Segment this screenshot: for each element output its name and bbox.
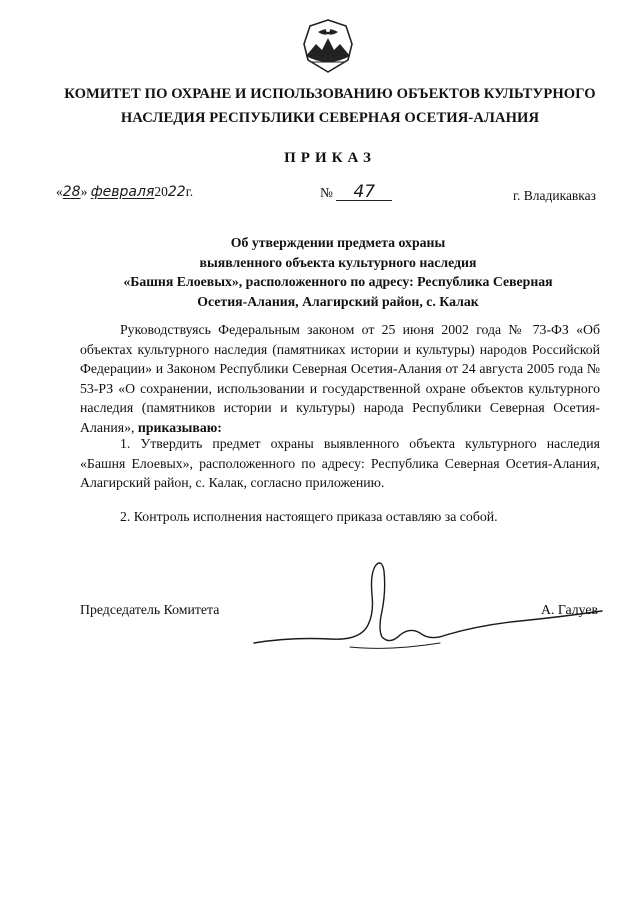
document-number (320, 184, 392, 201)
order-word: приказываю: (137, 419, 222, 435)
number-label: № (320, 185, 333, 200)
document-subject (60, 233, 616, 311)
preamble-paragraph (80, 320, 600, 437)
signer-title: Председатель Комитета (80, 602, 220, 617)
subject-line-3: «Башня Елоевых», расположенного по адресу: Республика Северная (123, 274, 553, 289)
preamble-text: Руководствуясь Федеральным законом от 25 июня 2002 года № 73-ФЗ «Об объектах культурного наследия (памятниках истории и культуры) народов Российской Федерации» и Законом Республики Северная Осетия-Алания от 24 августа 2005 года № 53-РЗ «О сохранении, использовании и государственной охране объектов культурного наследия (памятников истории и культуры) народа Республики Северная Осетия-Алания», (80, 322, 600, 435)
date-suffix: г. (185, 184, 194, 199)
subject-line-2: выявленного объекта культурного наследия (199, 254, 477, 270)
date-close-quote: » (80, 184, 88, 199)
org-name-line-2: НАСЛЕДИЯ РЕСПУБЛИКИ СЕВЕРНАЯ ОСЕТИЯ-АЛАНИЯ (120, 110, 540, 126)
subject-line-1: Об утверждении предмета охраны (230, 235, 446, 250)
date-year-suffix: 22 (167, 184, 186, 200)
date-open-quote: « (56, 184, 63, 199)
document-type: ПРИКАЗ (284, 150, 376, 166)
date-year-prefix: 20 (154, 184, 168, 199)
coat-of-arms-icon (296, 18, 360, 74)
number-value: 47 (336, 184, 392, 201)
document-city: г. Владикавказ (513, 188, 596, 203)
subject-line-4: Осетия-Алания, Алагирский район, с. Калак (197, 293, 479, 309)
document-date (56, 184, 193, 200)
date-month: февраля (90, 184, 155, 200)
signer-name: А. Галуев (541, 602, 598, 617)
order-item-1: 1. Утвердить предмет охраны выявленного объекта культурного наследия «Башня Елоевых», расположенного по адресу: Республика Северная Осетия-Алания, Алагирский район, с. Калак, согласно приложению. (80, 436, 600, 490)
organization-name (40, 82, 620, 130)
org-name-line-1: КОМИТЕТ ПО ОХРАНЕ И ИСПОЛЬЗОВАНИЮ ОБЪЕКТОВ КУЛЬТУРНОГО (64, 86, 596, 102)
order-item-2: 2. Контроль исполнения настоящего приказа оставляю за собой. (120, 509, 498, 524)
document-meta-row (56, 184, 596, 210)
date-day: 28 (62, 184, 81, 200)
